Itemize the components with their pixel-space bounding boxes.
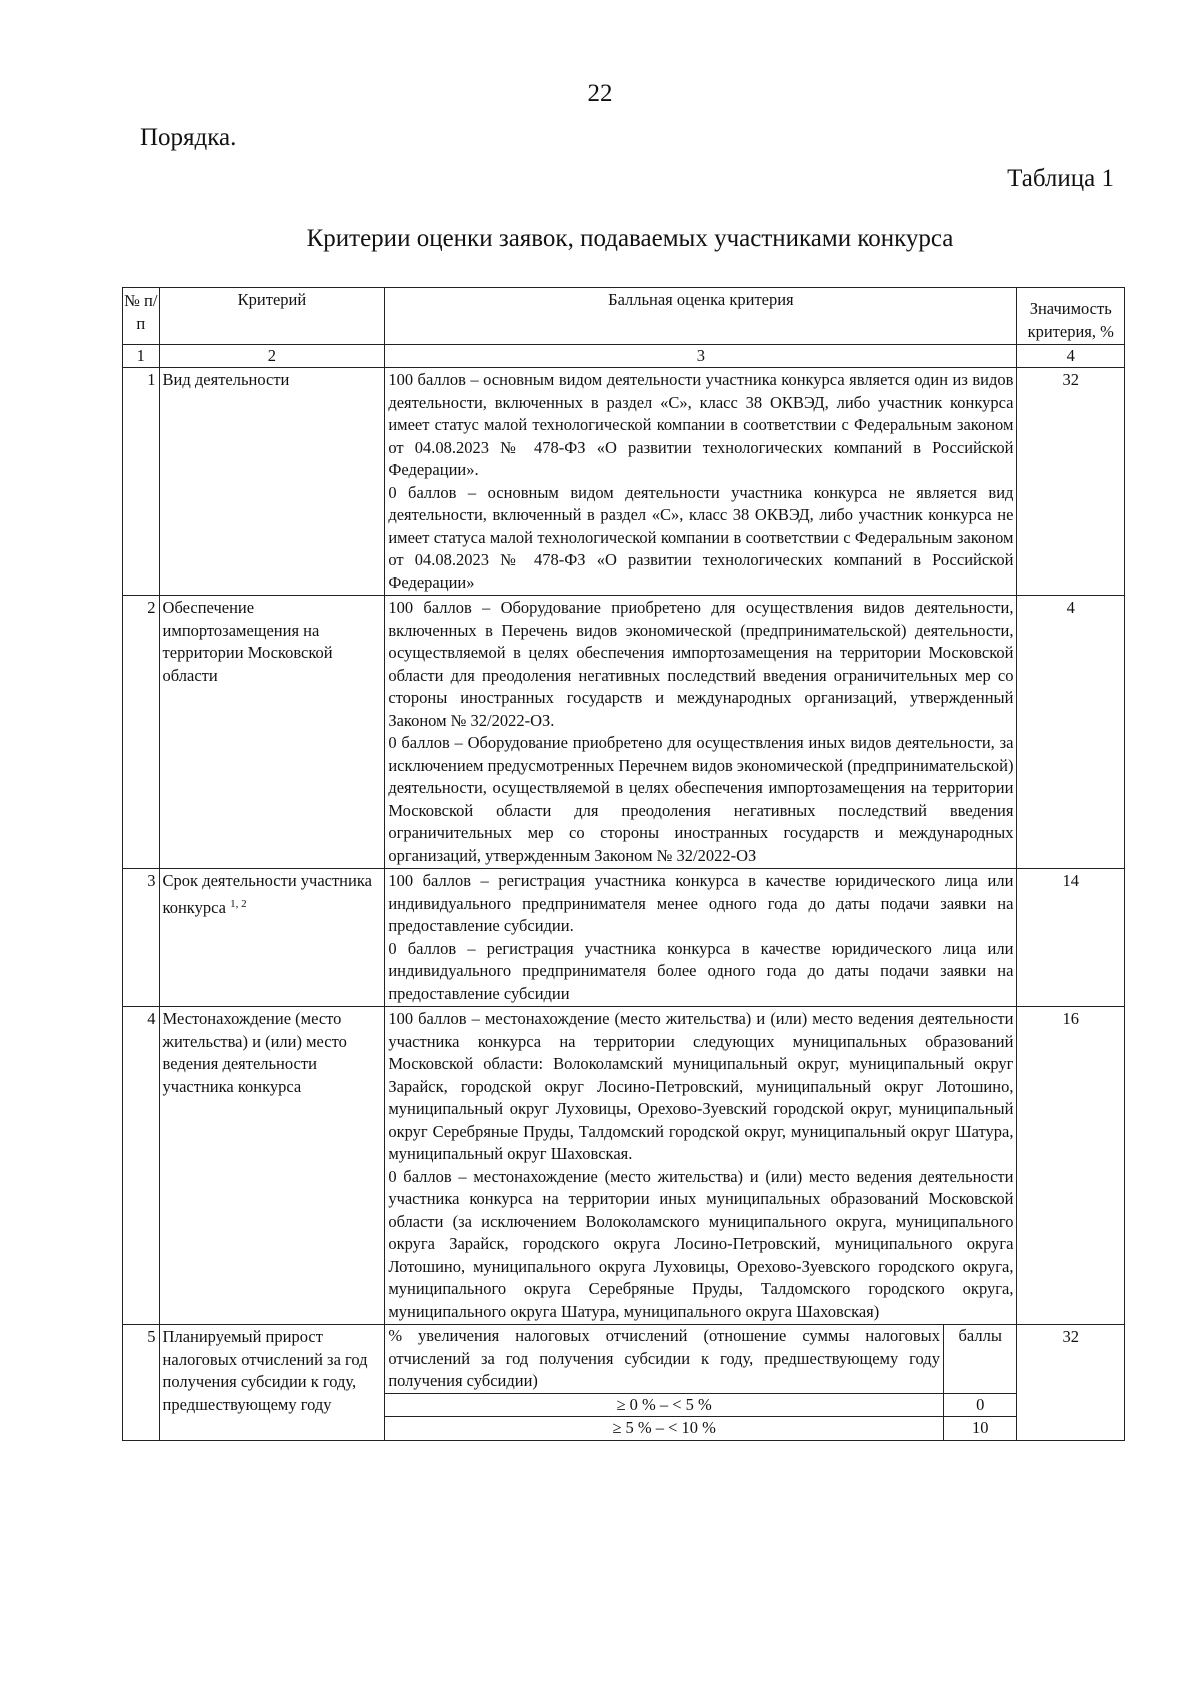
criterion-footnote: 1, 2	[230, 897, 247, 910]
header-num: № п/п	[123, 288, 160, 345]
row-number: 1	[123, 368, 160, 596]
header-weight: Значимость критерия, %	[1017, 288, 1125, 345]
row-number: 3	[123, 869, 160, 1007]
criterion-weight: 32	[1017, 368, 1125, 596]
page-number: 22	[587, 80, 613, 107]
scoring-cell	[385, 869, 1017, 1007]
intro-text: Порядка.	[140, 124, 237, 151]
table-row	[123, 869, 1125, 1007]
increase-header: % увеличения налоговых отчислений (отношение суммы налоговых отчислений за год получения субсидии к году, предшествующему году получения субсидии)	[385, 1325, 943, 1393]
table-label: Таблица 1	[1007, 165, 1114, 192]
points-value: 0	[943, 1393, 1016, 1417]
scoring-cell	[385, 1325, 1017, 1441]
column-number: 4	[1017, 345, 1125, 368]
scoring-text: 100 баллов – основным видом деятельности участника конкурса является один из видов деятельности, включенных в раздел «С», класс 38 ОКВЭД, либо участник конкурса имеет статус малой технологической компании в соответствии с Федеральным законом от 04.08.2023 № 478-ФЗ «О развитии технологических компаний в Российской Федерации».	[388, 370, 1014, 479]
header-scoring: Балльная оценка критерия	[385, 288, 1017, 345]
document-title: Критерии оценки заявок, подаваемых участниками конкурса	[306, 225, 954, 252]
scoring-cell	[385, 596, 1017, 869]
scoring-text: 100 баллов – местонахождение (место жительства) и (или) место ведения деятельности участника конкурса на территории следующих муниципальных образований Московской области: Волоколамский муниципальный округ, муниципальный округ Зарайск, городской округ Лосино-Петровский, муниципальный округ Лотошино, муниципальный округ Луховицы, Орехово-Зуевский городской округ, муниципальный округ Серебряные Пруды, Талдомский городской округ, муниципальный округ Шатура, муниципальный округ Шаховская.	[388, 1009, 1014, 1163]
range-value: ≥ 0 % – < 5 %	[385, 1393, 943, 1417]
table-row	[123, 368, 1125, 596]
scoring-text: 0 баллов – регистрация участника конкурса в качестве юридического лица или индивидуального предпринимателя более одного года до даты подачи заявки на предоставление субсидии	[388, 938, 1014, 1003]
points-table	[385, 1325, 1016, 1440]
table-row	[123, 1325, 1125, 1441]
scoring-text: 0 баллов – основным видом деятельности участника конкурса не является вид деятельности, включенный в раздел «С», класс 38 ОКВЭД, либо участник конкурса не имеет статуса малой технологической компании в соответствии с Федеральным законом от 04.08.2023 № 478-ФЗ «О развитии технологических компаний в Российской Федерации»	[388, 482, 1014, 592]
scoring-text: 0 баллов – Оборудование приобретено для осуществления иных видов деятельности, за исключением предусмотренных Перечнем видов экономической (предпринимательской) деятельности, осуществляемой в целях обеспечения импортозамещения на территории Московской области для преодоления негативных последствий введения ограничительных мер со стороны иностранных государств и международных организаций, утвержденным Законом № 32/2022-ОЗ	[388, 733, 1014, 865]
points-value: 10	[943, 1417, 1016, 1440]
table-row	[123, 1007, 1125, 1325]
scoring-text: 100 баллов – регистрация участника конкурса в качестве юридического лица или индивидуального предпринимателя менее одного года до даты подачи заявки на предоставление субсидии.	[388, 871, 1014, 935]
criteria-table	[122, 287, 1125, 1441]
criterion-name: Местонахождение (место жительства) и (или) место ведения деятельности участника конкурса	[159, 1007, 385, 1325]
column-number: 2	[159, 345, 385, 368]
criterion-weight: 4	[1017, 596, 1125, 869]
criterion-name: Срок деятельности участника конкурса	[162, 871, 372, 917]
row-number: 4	[123, 1007, 160, 1325]
criterion-weight: 16	[1017, 1007, 1125, 1325]
scoring-cell	[385, 368, 1017, 596]
range-value: ≥ 5 % – < 10 %	[385, 1417, 943, 1440]
criterion-name: Обеспечение импортозамещения на территории Московской области	[159, 596, 385, 869]
column-number: 1	[123, 345, 160, 368]
criterion-name: Вид деятельности	[159, 368, 385, 596]
criterion-cell	[159, 869, 385, 1007]
points-header-row	[385, 1325, 1016, 1393]
points-row	[385, 1393, 1016, 1417]
column-number-row	[123, 345, 1125, 368]
table-header-row	[123, 288, 1125, 345]
row-number: 2	[123, 596, 160, 869]
scoring-cell	[385, 1007, 1017, 1325]
row-number: 5	[123, 1325, 160, 1441]
points-row	[385, 1417, 1016, 1440]
criterion-name: Планируемый прирост налоговых отчислений за год получения субсидии к году, предшествующему году	[159, 1325, 385, 1441]
table-row	[123, 596, 1125, 869]
criterion-weight: 14	[1017, 869, 1125, 1007]
header-criterion: Критерий	[159, 288, 385, 345]
criterion-weight: 32	[1017, 1325, 1125, 1441]
scoring-text: 100 баллов – Оборудование приобретено для осуществления видов деятельности, включенных в Перечень видов экономической (предпринимательской) деятельности, осуществляемой в целях обеспечения импортозамещения на территории Московской области для преодоления негативных последствий введения ограничительных мер со стороны иностранных государств и международных организаций, утвержденный Законом № 32/2022-ОЗ.	[388, 598, 1014, 730]
column-number: 3	[385, 345, 1017, 368]
points-header: баллы	[943, 1325, 1016, 1393]
scoring-text: 0 баллов – местонахождение (место жительства) и (или) место ведения деятельности участника конкурса на территории иных муниципальных образований Московской области (за исключением Волоколамского муниципального округа, муниципального округа Зарайск, городского округа Лосино-Петровский, муниципального округа Лотошино, муниципального округа Луховицы, Орехово-Зуевского городского округа, муниципального округа Серебряные Пруды, Талдомского городского округа, муниципального округа Шатура, муниципального округа Шаховская)	[388, 1166, 1014, 1321]
